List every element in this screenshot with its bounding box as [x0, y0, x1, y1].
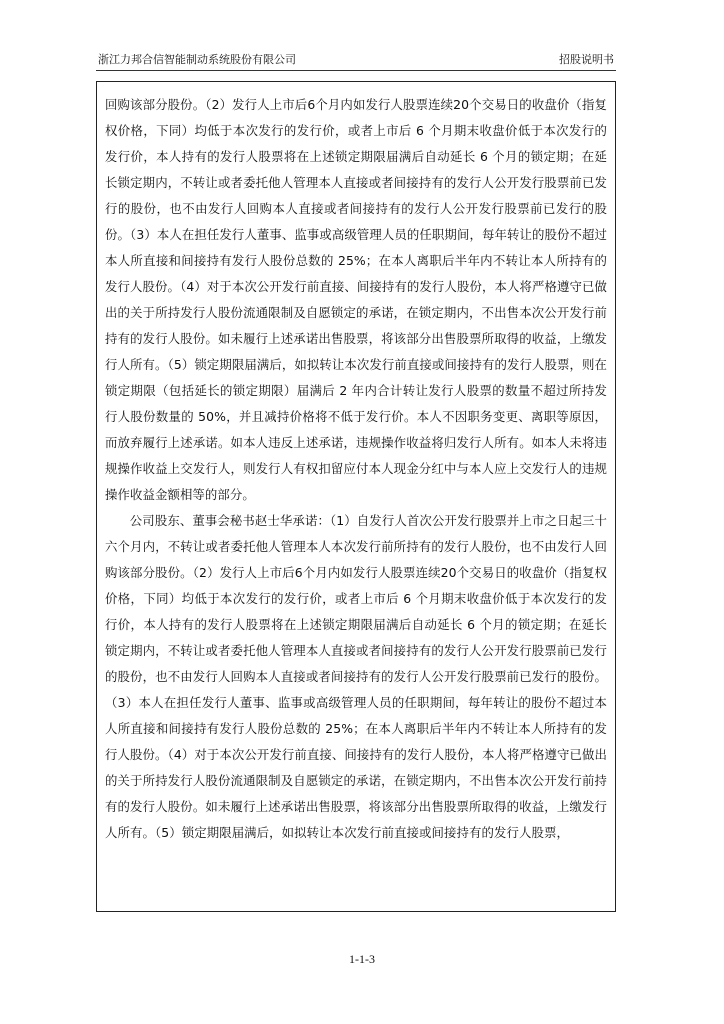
paragraph-continued: 回购该部分股份。（2）发行人上市后6个月内如发行人股票连续20个交易日的收盘价（指复权价格，下同）均低于本次发行的发行价，或者上市后 6 个月期末收盘价低于本次发行的发行价，本人持有的发行人股票将在上述锁定期限届满后自动延长 6 个月的锁定期；在延长锁定期内，不转让或者委托他人管理本人直接或者间接持有的发行人公开发行股票前已发行的股份，也不由发行人回购本人直接或者间接持有的发行人公开发行股票前已发行的股份。（3）本人在担任发行人董事、监事或高级管理人员的任职期间，每年转让的股份不超过本人所直接和间接持有发行人股份总数的 25%；在本人离职后半年内不转让本人所持有的发行人股份。（4）对于本次公开发行前直接、间接持有的发行人股份，本人将严格遵守已做出的关于所持发行人股份流通限制及自愿锁定的承诺，在锁定期内，不出售本次公开发行前持有的发行人股份。如未履行上述承诺出售股票，将该部分出售股票所取得的收益，上缴发行人所有。（5）锁定期限届满后，如拟转让本次发行前直接或间接持有的发行人股票，则在锁定期限（包括延长的锁定期限）届满后 2 年内合计转让发行人股票的数量不超过所持发行人股份数量的 50%，并且减持价格将不低于发行价。本人不因职务变更、离职等原因，而放弃履行上述承诺。如本人违反上述承诺，违规操作收益将归发行人所有。如本人未将违规操作收益上交发行人，则发行人有权扣留应付本人现金分红中与本人应上交发行人的违规操作收益金额相等的部分。	[105, 97, 607, 502]
paragraph-secretary-commitment: 公司股东、董事会秘书赵士华承诺：（1）自发行人首次公开发行股票并上市之日起三十六个月内，不转让或者委托他人管理本人本次发行前所持有的发行人股份，也不由发行人回购该部分股份。（2）发行人上市后6个月内如发行人股票连续20个交易日的收盘价（指复权价格，下同）均低于本次发行的发行价，或者上市后 6 个月期末收盘价低于本次发行的发行价，本人持有的发行人股票将在上述锁定期限届满后自动延长 6 个月的锁定期；在延长锁定期内，不转让或者委托他人管理本人直接或者间接持有的发行人公开发行股票前已发行的股份，也不由发行人回购本人直接或者间接持有的发行人公开发行股票前已发行的股份。（3）本人在担任发行人董事、监事或高级管理人员的任职期间，每年转让的股份不超过本人所直接和间接持有发行人股份总数的 25%；在本人离职后半年内不转让本人所持有的发行人股份。（4）对于本次公开发行前直接、间接持有的发行人股份，本人将严格遵守已做出的关于所持发行人股份流通限制及自愿锁定的承诺，在锁定期内，不出售本次公开发行前持有的发行人股份。如未履行上述承诺出售股票，将该部分出售股票所取得的收益，上缴发行人所有。（5）锁定期限届满后，如拟转让本次发行前直接或间接持有的发行人股票，	[105, 513, 607, 840]
page-number: 1-1-3	[349, 952, 375, 966]
content-box	[96, 81, 616, 912]
page-header	[96, 50, 616, 71]
company-name: 浙江力邦合信智能制动系统股份有限公司	[98, 53, 296, 66]
document-type: 招股说明书	[559, 53, 614, 66]
